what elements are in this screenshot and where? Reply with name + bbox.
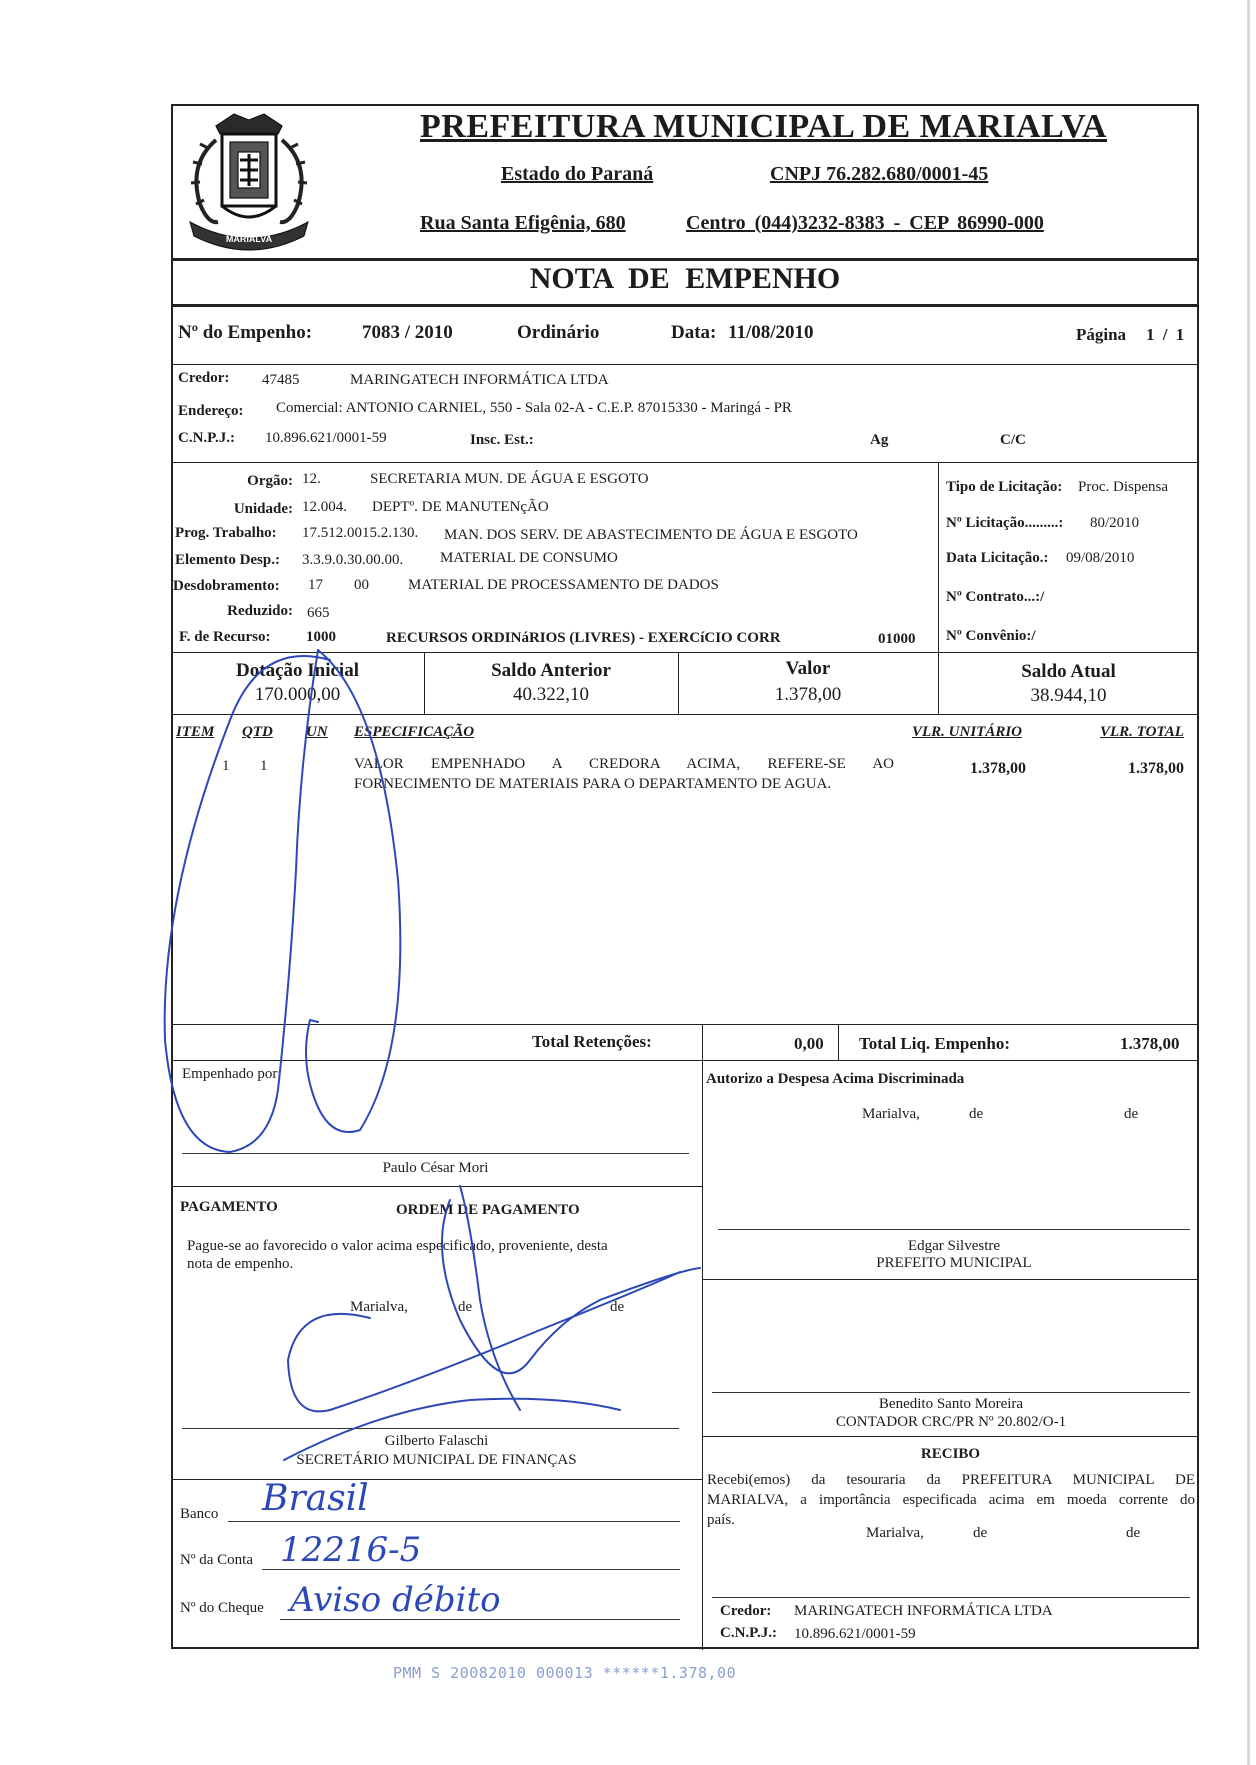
- item-total-value: 1.378,00: [1128, 760, 1184, 777]
- total-liquido-label: Total Liq. Empenho:: [859, 1034, 1010, 1053]
- signature-line: [182, 1428, 679, 1429]
- unidade-code: 12.004.: [302, 499, 347, 515]
- address-line: Rua Santa Efigênia, 680: [420, 212, 626, 234]
- divider: [838, 1024, 839, 1060]
- signature-line: [712, 1392, 1190, 1393]
- data-licitacao-value: 09/08/2010: [1066, 550, 1135, 566]
- empenho-date: 11/08/2010: [728, 322, 814, 343]
- unidade-label: Unidade:: [233, 501, 293, 517]
- empenho-type: Ordinário: [517, 322, 600, 343]
- recibo-de-2: de: [1126, 1525, 1141, 1541]
- pagamento-text-line2: nota de empenho.: [187, 1256, 294, 1272]
- recibo-title: RECIBO: [920, 1446, 981, 1462]
- dotacao-value: 170.000,00: [254, 684, 341, 705]
- saldo-anterior-value: 40.322,10: [513, 684, 589, 705]
- conta-handwritten: 12216-5: [280, 1530, 422, 1570]
- empenhado-label: Empenhado por:: [182, 1066, 282, 1082]
- credor-cnpj-label: C.N.P.J.:: [178, 430, 235, 446]
- fonte-recurso-code: 1000: [306, 629, 336, 645]
- divider: [171, 1024, 1199, 1025]
- insc-est-label: Insc. Est.:: [470, 432, 534, 448]
- signature-line: [182, 1153, 689, 1154]
- orgao-label: Orgão:: [247, 473, 293, 489]
- coat-of-arms-emblem: [178, 104, 320, 256]
- banco-handwritten: Brasil: [262, 1478, 369, 1519]
- credor-name: MARINGATECH INFORMÁTICA LTDA: [350, 372, 609, 388]
- recibo-credor-value: MARINGATECH INFORMÁTICA LTDA: [794, 1603, 1053, 1619]
- recibo-text-line1: Recebi(emos) da tesouraria da PREFEITURA MUNICIPAL DE: [707, 1472, 1195, 1488]
- empenho-number: 7083 / 2010: [362, 322, 453, 343]
- centro-line: Centro (044)3232-8383 - CEP 86990-000: [686, 212, 1044, 234]
- divider: [171, 304, 1199, 307]
- elemento-desc: MATERIAL DE CONSUMO: [440, 550, 618, 566]
- fonte-recurso-label: F. de Recurso:: [179, 629, 271, 645]
- divider: [171, 462, 1199, 463]
- divider: [702, 1024, 703, 1060]
- recibo-cnpj-label: C.N.P.J.:: [720, 1625, 777, 1641]
- svg-text:MARIALVA: MARIALVA: [225, 234, 273, 244]
- divider: [938, 462, 939, 652]
- total-retencoes-label: Total Retenções:: [532, 1032, 652, 1051]
- tipo-licitacao-label: Tipo de Licitação:: [946, 479, 1063, 495]
- secretario-title: SECRETÁRIO MUNICIPAL DE FINANÇAS: [296, 1452, 577, 1468]
- items-header-un: UN: [306, 724, 328, 740]
- prog-trabalho-desc: MAN. DOS SERV. DE ABASTECIMENTO DE ÁGUA E ESGOTO: [444, 527, 858, 543]
- contador-title: CONTADOR CRC/PR Nº 20.802/O-1: [835, 1414, 1067, 1430]
- tipo-licitacao-value: Proc. Dispensa: [1078, 479, 1168, 495]
- divider: [171, 364, 1199, 365]
- ordem-pagamento-label: ORDEM DE PAGAMENTO: [396, 1202, 580, 1218]
- items-header-unit-value: VLR. UNITÁRIO: [912, 724, 1023, 740]
- pagamento-text-line1: Pague-se ao favorecido o valor acima especificado, proveniente, desta: [187, 1238, 608, 1254]
- item-number: 1: [222, 758, 230, 774]
- recibo-de-1: de: [973, 1525, 988, 1541]
- endereco-value: Comercial: ANTONIO CARNIEL, 550 - Sala 02-A - C.E.P. 87015330 - Maringá - PR: [276, 400, 792, 416]
- cheque-label: Nº do Cheque: [180, 1600, 264, 1616]
- saldo-atual-label: Saldo Atual: [1021, 661, 1116, 682]
- convenio-label: Nº Convênio:/: [946, 628, 1036, 644]
- cashier-stamp: PMM S 20082010 000013 ******1.378,00: [393, 1664, 737, 1682]
- elemento-code: 3.3.9.0.30.00.00.: [302, 552, 404, 568]
- credor-cnpj: 10.896.621/0001-59: [265, 430, 387, 446]
- reduzido-label: Reduzido:: [227, 603, 293, 619]
- fonte-recurso-num: 01000: [878, 631, 916, 647]
- valor-label: Valor: [785, 658, 831, 679]
- item-spec-line1: VALOR EMPENHADO A CREDORA ACIMA, REFERE-SE AO: [354, 756, 894, 772]
- desdobramento-label: Desdobramento:: [173, 578, 280, 594]
- autorizo-label: Autorizo a Despesa Acima Discriminada: [706, 1071, 965, 1087]
- prefeito-title: PREFEITO MUNICIPAL: [876, 1255, 1032, 1271]
- valor-value: 1.378,00: [774, 684, 842, 705]
- saldo-anterior-label: Saldo Anterior: [491, 660, 611, 681]
- saldo-atual-value: 38.944,10: [1030, 685, 1107, 706]
- recibo-cnpj-value: 10.896.621/0001-59: [794, 1626, 916, 1642]
- desdobramento-code-2: 00: [354, 577, 369, 593]
- elemento-label: Elemento Desp.:: [175, 552, 280, 568]
- signature-line: [718, 1229, 1190, 1230]
- divider: [702, 1279, 1199, 1280]
- divider: [171, 258, 1199, 261]
- divider: [702, 1060, 703, 1650]
- items-header-total-value: VLR. TOTAL: [1100, 724, 1184, 740]
- items-header-item: ITEM: [176, 724, 215, 740]
- desdobramento-code-1: 17: [308, 577, 323, 593]
- empenhado-name: Paulo César Mori: [382, 1160, 489, 1176]
- pagamento-place: Marialva,: [350, 1299, 408, 1315]
- items-header-spec: ESPECIFICAÇÃO: [354, 724, 475, 740]
- page-number: 1 / 1: [1146, 325, 1185, 344]
- cheque-handwritten: Aviso débito: [290, 1580, 501, 1620]
- reduzido-value: 665: [307, 605, 330, 621]
- cc-label: C/C: [1000, 432, 1026, 448]
- banco-line: [228, 1521, 680, 1522]
- divider: [702, 1436, 1199, 1437]
- secretario-name: Gilberto Falaschi: [384, 1433, 489, 1449]
- prefeito-name: Edgar Silvestre: [907, 1238, 1001, 1254]
- desdobramento-desc: MATERIAL DE PROCESSAMENTO DE DADOS: [408, 577, 719, 593]
- prog-trabalho-label: Prog. Trabalho:: [175, 525, 277, 541]
- orgao-desc: SECRETARIA MUN. DE ÁGUA E ESGOTO: [370, 471, 649, 487]
- divider: [171, 652, 1199, 653]
- autorizo-de-2: de: [1124, 1106, 1139, 1122]
- item-spec-line2: FORNECIMENTO DE MATERIAIS PARA O DEPARTAMENTO DE AGUA.: [354, 776, 832, 792]
- endereco-label: Endereço:: [178, 403, 244, 419]
- signature-line: [712, 1597, 1190, 1598]
- pagamento-de-1: de: [458, 1299, 473, 1315]
- total-liquido-value: 1.378,00: [1120, 1034, 1180, 1053]
- total-retencoes-value: 0,00: [794, 1034, 824, 1053]
- page-edge: [1247, 0, 1250, 1765]
- item-qtd: 1: [260, 758, 268, 774]
- divider: [171, 1060, 1199, 1061]
- contrato-label: Nº Contrato...:/: [946, 589, 1045, 605]
- item-unit-value: 1.378,00: [970, 760, 1026, 777]
- divider: [171, 714, 1199, 715]
- credor-code: 47485: [262, 372, 300, 388]
- orgao-code: 12.: [302, 471, 321, 487]
- data-licitacao-label: Data Licitação.:: [946, 550, 1049, 566]
- empenho-date-label: Data:: [671, 322, 717, 343]
- recibo-credor-label: Credor:: [720, 1603, 772, 1619]
- num-licitacao-label: Nº Licitação.........:: [946, 515, 1064, 531]
- dotacao-label: Dotação Inicial: [236, 660, 359, 681]
- credor-label: Credor:: [178, 370, 230, 386]
- ag-label: Ag: [870, 432, 889, 448]
- prog-trabalho-code: 17.512.0015.2.130.: [302, 525, 419, 541]
- contador-name: Benedito Santo Moreira: [878, 1396, 1024, 1412]
- autorizo-place: Marialva,: [862, 1106, 920, 1122]
- empenho-number-label: Nº do Empenho:: [178, 322, 313, 343]
- recibo-text-line3: país.: [707, 1512, 735, 1528]
- recibo-text-line2: MARIALVA, a importância especificada acima em moeda corrente do: [707, 1492, 1195, 1508]
- autorizo-de-1: de: [969, 1106, 984, 1122]
- cnpj-header: CNPJ 76.282.680/0001-45: [770, 163, 989, 185]
- divider: [171, 1186, 702, 1187]
- page-label: Página: [1076, 325, 1127, 344]
- nota-title: NOTA DE EMPENHO: [529, 262, 841, 295]
- estado-label: Estado do Paraná: [501, 163, 654, 185]
- banco-label: Banco: [180, 1506, 219, 1522]
- fonte-recurso-desc: RECURSOS ORDINáRIOS (LIVRES) - EXERCíCIO CORR: [386, 630, 781, 646]
- num-licitacao-value: 80/2010: [1090, 515, 1140, 531]
- prefeitura-title: PREFEITURA MUNICIPAL DE MARIALVA: [420, 108, 1107, 145]
- items-header-qtd: QTD: [242, 724, 273, 740]
- recibo-place: Marialva,: [866, 1525, 924, 1541]
- conta-label: Nº da Conta: [180, 1552, 253, 1568]
- pagamento-de-2: de: [610, 1299, 625, 1315]
- divider: [171, 1479, 702, 1480]
- unidade-desc: DEPTº. DE MANUTENçÃO: [372, 499, 549, 515]
- pagamento-label: PAGAMENTO: [180, 1199, 278, 1215]
